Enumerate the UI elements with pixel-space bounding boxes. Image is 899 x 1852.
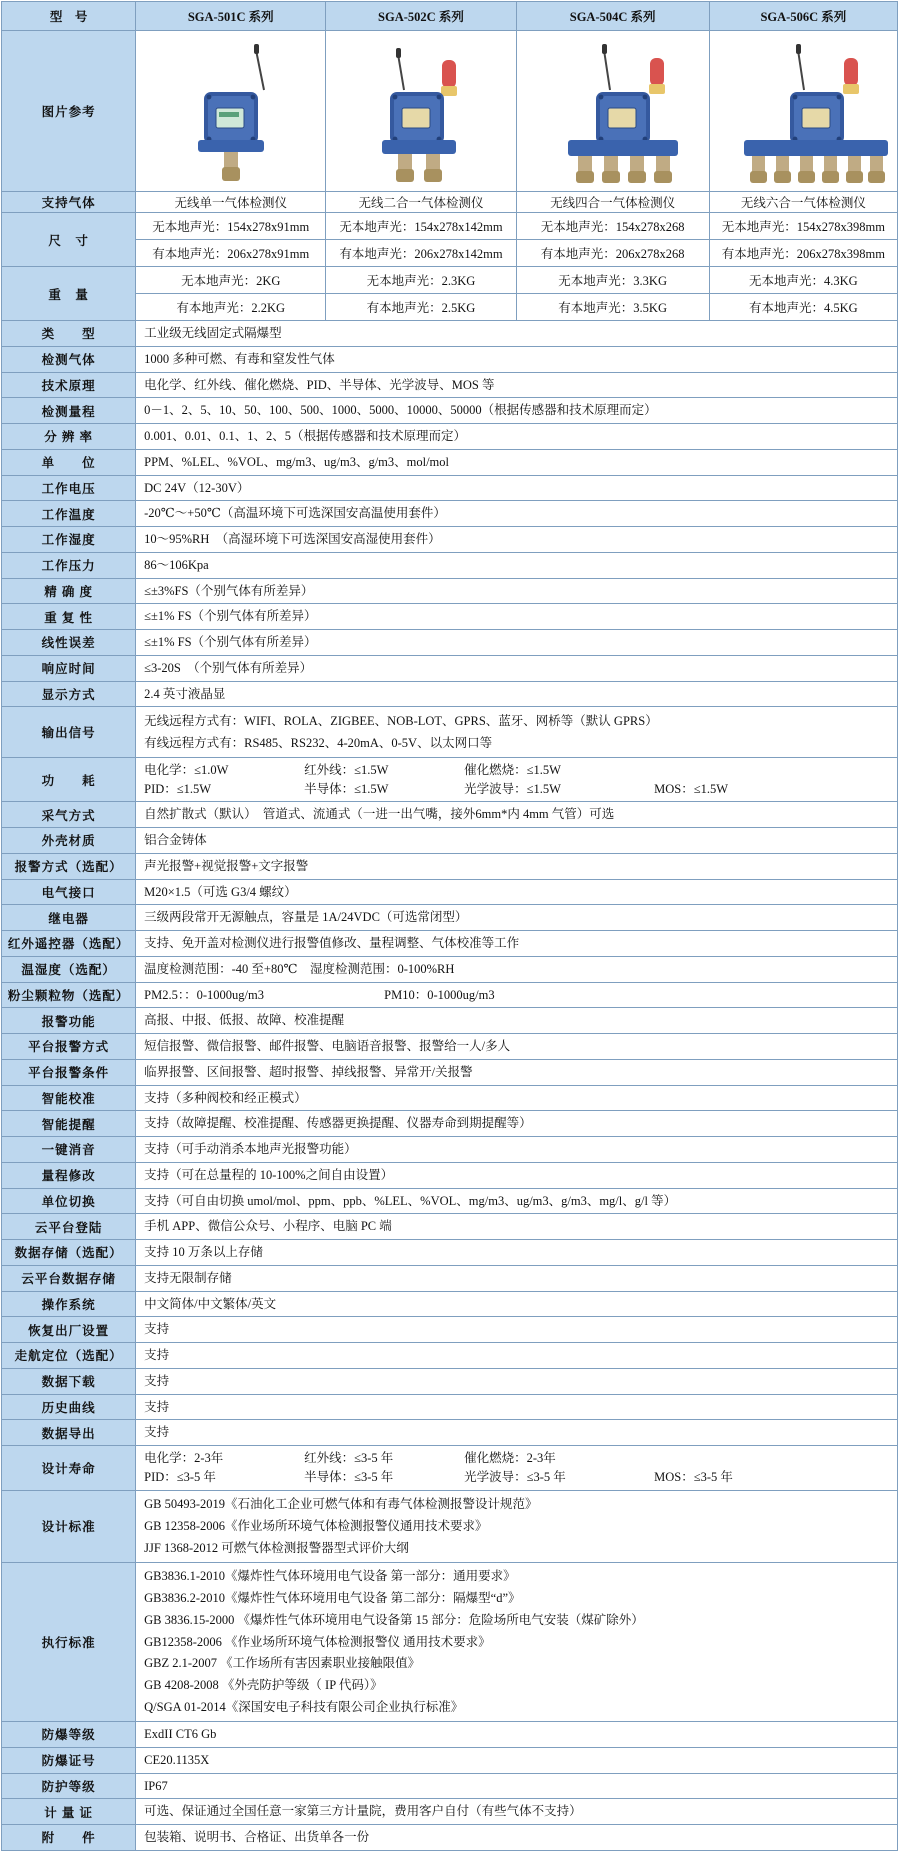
spec-label: 继电器 [2,905,136,931]
table-row [2,1188,898,1214]
table-row [2,1265,898,1291]
table-row [2,552,898,578]
spec-value: 支持 10 万条以上存储 [136,1240,898,1266]
table-row [2,1317,898,1343]
table-row [2,1034,898,1060]
size-cell: 有本地声光：206x278x91mm [136,240,325,267]
spec-label: 防爆证号 [2,1747,136,1773]
table-row [2,707,898,758]
spec-label: 一键消音 [2,1137,136,1163]
table-row [2,1368,898,1394]
spec-value: 电化学、红外线、催化燃烧、PID、半导体、光学波导、MOS 等 [136,372,898,398]
table-row [2,828,898,854]
output-signal-label: 输出信号 [2,707,136,758]
spec-label: 检测量程 [2,398,136,424]
spec-value: 铝合金铸体 [136,828,898,854]
spec-value: 支持（可在总量程的 10-100%之间自由设置） [136,1162,898,1188]
spec-label: 重 复 性 [2,604,136,630]
spec-value: 2.4 英寸液晶显 [136,681,898,707]
spec-value: 0－1、2、5、10、50、100、500、1000、5000、10000、50000（根据传感器和技术原理而定） [136,398,898,424]
spec-label: 温湿度（选配） [2,956,136,982]
table-row [2,630,898,656]
spec-label: 走航定位（选配） [2,1343,136,1369]
table-row [2,346,898,372]
dust-value [136,982,898,1008]
spec-value: 可选、保证通过全国任意一家第三方计量院，费用客户自付（有些气体不支持） [136,1799,898,1825]
spec-label: 防护等级 [2,1773,136,1799]
spec-label: 分 辨 率 [2,424,136,450]
spec-value: 包装箱、说明书、合格证、出货单各一份 [136,1825,898,1851]
spec-value: 工业级无线固定式隔爆型 [136,321,898,347]
table-row [2,1085,898,1111]
table-row [2,1773,898,1799]
spec-value: 高报、中报、低报、故障、校准提醒 [136,1008,898,1034]
power-cell [654,761,804,780]
spec-label: 线性误差 [2,630,136,656]
product-image-506c [709,31,897,192]
power-row-1 [144,761,891,780]
lifespan-cell: 红外线：≤3-5 年 [304,1451,394,1465]
gas-support-1: 无线单一气体检测仪 [136,192,326,213]
spec-value: 10～95%RH （高湿环境下可选深国安高湿使用套件） [136,527,898,553]
device-illustration-2 [346,32,496,187]
table-row [2,321,898,347]
table-row [2,1008,898,1034]
spec-label: 报警方式（选配） [2,853,136,879]
design-standard-line: GB 12358-2006《作业场所环境气体检测报警仪通用技术要求》 [144,1518,488,1533]
design-standard-line: JJF 1368-2012 可燃气体检测报警器型式评价大纲 [144,1540,409,1555]
weight-cell: 有本地声光：3.5KG [517,294,709,321]
spec-label: 电气接口 [2,879,136,905]
spec-label: 恢复出厂设置 [2,1317,136,1343]
spec-label: 红外遥控器（选配） [2,931,136,957]
model-col-2: SGA-502C 系列 [326,2,516,31]
design-standard-value [136,1490,898,1562]
table-row [2,578,898,604]
device-illustration-3 [538,32,688,187]
spec-label: 数据下载 [2,1368,136,1394]
table-row [2,267,898,321]
spec-label: 附 件 [2,1825,136,1851]
table-row [2,424,898,450]
table-row [2,527,898,553]
output-signal-line: 无线远程方式有：WIFI、ROLA、ZIGBEE、NOB-LOT、GPRS、蓝牙、网桥等（默认 GPRS） [144,713,658,728]
size-cell: 无本地声光：154x278x268 [517,213,709,240]
power-row-2 [144,780,891,799]
exec-standard-line: GB12358-2006 《作业场所环境气体检测报警仪 通用技术要求》 [144,1634,491,1649]
dust-row [144,986,891,1005]
exec-standard-line: GB3836.1-2010《爆炸性气体环境用电气设备 第一部分：通用要求》 [144,1569,516,1584]
spec-label: 采气方式 [2,802,136,828]
weight-col-3 [516,267,709,321]
spec-value: 支持 [136,1317,898,1343]
size-cell: 无本地声光：154x278x91mm [136,213,325,240]
exec-standard-line: Q/SGA 01-2014《深国安电子科技有限公司企业执行标准》 [144,1699,464,1714]
spec-value: 0.001、0.01、0.1、1、2、5（根据传感器和技术原理而定） [136,424,898,450]
weight-col-4 [709,267,897,321]
spec-label: 量程修改 [2,1162,136,1188]
power-label: 功 耗 [2,757,136,802]
weight-cell: 无本地声光：2.3KG [326,267,515,294]
table-row [2,1490,898,1562]
power-cell: 半导体：≤1.5W [304,781,389,796]
gas-support-3: 无线四合一气体检测仪 [516,192,709,213]
spec-value: 三级两段常开无源触点，容量是 1A/24VDC（可选常闭型） [136,905,898,931]
table-row [2,1562,898,1721]
lifespan-label: 设计寿命 [2,1446,136,1491]
table-row [2,905,898,931]
weight-cell: 有本地声光：2.5KG [326,294,515,321]
power-cell: PID：≤1.5W [144,781,212,796]
table-row [2,213,898,267]
table-row [2,1214,898,1240]
spec-value: 支持无限制存储 [136,1265,898,1291]
spec-label: 单位切换 [2,1188,136,1214]
table-row [2,192,898,213]
spec-value: 支持（可手动消杀本地声光报警功能） [136,1137,898,1163]
spec-sheet [0,1,899,1851]
spec-value: PPM、%LEL、%VOL、mg/m3、ug/m3、g/m3、mol/mol [136,449,898,475]
size-cell: 无本地声光：154x278x398mm [710,213,897,240]
spec-value: 支持 [136,1343,898,1369]
size-col-1 [136,213,326,267]
model-col-4: SGA-506C 系列 [709,2,897,31]
spec-value: IP67 [136,1773,898,1799]
exec-standard-line: GB3836.2-2010《爆炸性气体环境用电气设备 第二部分：隔爆型“d”》 [144,1591,521,1605]
lifespan-cell: 半导体：≤3-5 年 [304,1469,394,1484]
exec-standard-value [136,1562,898,1721]
table-row [2,1394,898,1420]
spec-value: 声光报警+视觉报警+文字报警 [136,853,898,879]
spec-label: 类 型 [2,321,136,347]
spec-label: 操作系统 [2,1291,136,1317]
spec-label: 历史曲线 [2,1394,136,1420]
size-cell: 无本地声光：154x278x142mm [326,213,515,240]
size-col-3 [516,213,709,267]
power-cell: 催化燃烧：≤1.5W [464,762,561,777]
spec-label: 工作电压 [2,475,136,501]
gas-support-4: 无线六合一气体检测仪 [709,192,897,213]
spec-label: 报警功能 [2,1008,136,1034]
spec-value: ≤±1% FS（个别气体有所差异） [136,604,898,630]
table-row [2,1059,898,1085]
spec-value: 支持 [136,1368,898,1394]
lifespan-cell: MOS：≤3-5 年 [654,1469,733,1484]
table-row [2,2,898,31]
gas-support-label: 支持气体 [2,192,136,213]
spec-label: 外壳材质 [2,828,136,854]
spec-label: 数据导出 [2,1420,136,1446]
spec-value: ≤±3%FS（个别气体有所差异） [136,578,898,604]
lifespan-cell: 电化学：2-3年 [144,1451,224,1465]
spec-value: CE20.1135X [136,1747,898,1773]
power-cell: 红外线：≤1.5W [304,762,389,777]
spec-label: 显示方式 [2,681,136,707]
product-image-504c [516,31,709,192]
table-row [2,1825,898,1851]
spec-value: 支持、免开盖对检测仪进行报警值修改、量程调整、气体校准等工作 [136,931,898,957]
table-row [2,1111,898,1137]
spec-label: 技术原理 [2,372,136,398]
table-row [2,1722,898,1748]
table-row [2,398,898,424]
spec-label: 工作湿度 [2,527,136,553]
spec-value: 支持 [136,1394,898,1420]
spec-value: ≤±1% FS（个别气体有所差异） [136,630,898,656]
table-row [2,31,898,192]
weight-cell: 有本地声光：2.2KG [136,294,325,321]
exec-standard-line: GB 3836.15-2000 《爆炸性气体环境用电气设备第 15 部分：危险场所电气安装（煤矿除外） [144,1612,644,1627]
output-signal-line: 有线远程方式有：RS485、RS232、4-20mA、0-5V、以太网口等 [144,735,493,750]
spec-label: 工作温度 [2,501,136,527]
spec-value: 温度检测范围：-40 至+80℃ 湿度检测范围：0-100%RH [136,956,898,982]
spec-value: 中文简体/中文繁体/英文 [136,1291,898,1317]
lifespan-row-1 [144,1449,891,1468]
table-row [2,1291,898,1317]
spec-label: 智能校准 [2,1085,136,1111]
spec-value: ≤3-20S （个别气体有所差异） [136,655,898,681]
table-row [2,372,898,398]
dust-cell: PM2.5：：0-1000ug/m3 [144,987,264,1002]
spec-value: 自然扩散式（默认） 管道式、流通式（一进一出气嘴，接外6mm*内 4mm 气管）可选 [136,802,898,828]
table-row [2,802,898,828]
weight-cell: 无本地声光：2KG [136,267,325,294]
table-row [2,931,898,957]
lifespan-cell: 光学波导：≤3-5 年 [464,1469,566,1484]
spec-value: 支持 [136,1420,898,1446]
table-row [2,1747,898,1773]
spec-label: 平台报警条件 [2,1059,136,1085]
table-row [2,1799,898,1825]
size-cell: 有本地声光：206x278x142mm [326,240,515,267]
table-row [2,757,898,802]
weight-cell: 无本地声光：4.3KG [710,267,897,294]
design-standard-label: 设计标准 [2,1490,136,1562]
model-col-3: SGA-504C 系列 [516,2,709,31]
image-row-label: 图片参考 [2,31,136,192]
spec-label: 智能提醒 [2,1111,136,1137]
spec-label: 工作压力 [2,552,136,578]
table-row [2,681,898,707]
power-cell: 电化学：≤1.0W [144,762,229,777]
weight-cell: 有本地声光：4.5KG [710,294,897,321]
weight-label: 重 量 [2,267,136,321]
table-row [2,1162,898,1188]
spec-value: 临界报警、区间报警、超时报警、掉线报警、异常开/关报警 [136,1059,898,1085]
spec-label: 单 位 [2,449,136,475]
spec-value: -20℃～+50℃（高温环境下可选深国安高温使用套件） [136,501,898,527]
spec-label: 云平台数据存储 [2,1265,136,1291]
power-cell: MOS：≤1.5W [654,781,729,796]
model-col-1: SGA-501C 系列 [136,2,326,31]
table-row [2,879,898,905]
table-row [2,956,898,982]
dust-label: 粉尘颗粒物（选配） [2,982,136,1008]
exec-standard-label: 执行标准 [2,1562,136,1721]
spec-value: 短信报警、微信报警、邮件报警、电脑语音报警、报警给一人/多人 [136,1034,898,1060]
size-cell: 有本地声光：206x278x398mm [710,240,897,267]
spec-value: 支持（故障提醒、校准提醒、传感器更换提醒、仪器寿命到期提醒等） [136,1111,898,1137]
spec-label: 云平台登陆 [2,1214,136,1240]
spec-label: 计 量 证 [2,1799,136,1825]
table-row [2,1240,898,1266]
weight-cell: 无本地声光：3.3KG [517,267,709,294]
weight-col-1 [136,267,326,321]
table-row [2,853,898,879]
table-row [2,1446,898,1491]
model-label: 型 号 [2,2,136,31]
spec-table [1,1,898,1851]
lifespan-row-2 [144,1468,891,1487]
table-row [2,604,898,630]
spec-value: M20×1.5（可选 G3/4 螺纹） [136,879,898,905]
exec-standard-line: GBZ 2.1-2007 《工作场所有害因素职业接触限值》 [144,1656,421,1671]
device-illustration-1 [156,32,306,187]
product-image-502c [326,31,516,192]
lifespan-cell [654,1449,804,1468]
exec-standard-line: GB 4208-2008 《外壳防护等级（ IP 代码）》 [144,1678,383,1692]
output-signal-value [136,707,898,758]
lifespan-value [136,1446,898,1491]
size-cell: 有本地声光：206x278x268 [517,240,709,267]
spec-value: 86～106Kpa [136,552,898,578]
design-standard-line: GB 50493-2019《石油化工企业可燃气体和有毒气体检测报警设计规范》 [144,1497,538,1511]
spec-label: 精 确 度 [2,578,136,604]
power-cell: 光学波导：≤1.5W [464,781,561,796]
spec-label: 数据存储（选配） [2,1240,136,1266]
table-row [2,475,898,501]
spec-value: 手机 APP、微信公众号、小程序、电脑 PC 端 [136,1214,898,1240]
spec-label: 防爆等级 [2,1722,136,1748]
table-row [2,1420,898,1446]
table-row [2,1137,898,1163]
weight-col-2 [326,267,516,321]
spec-label: 检测气体 [2,346,136,372]
size-label: 尺 寸 [2,213,136,267]
spec-value: DC 24V（12-30V） [136,475,898,501]
spec-value: 支持（可自由切换 umol/mol、ppm、ppb、%LEL、%VOL、mg/m3、ug/m3、g/m3、mg/l、g/l 等） [136,1188,898,1214]
lifespan-cell: 催化燃烧：2-3年 [464,1451,556,1465]
table-row [2,1343,898,1369]
size-col-2 [326,213,516,267]
size-col-4 [709,213,897,267]
table-row [2,655,898,681]
dust-cell: PM10：0-1000ug/m3 [384,987,495,1002]
gas-support-2: 无线二合一气体检测仪 [326,192,516,213]
spec-value: ExdII CT6 Gb [136,1722,898,1748]
spec-value: 1000 多种可燃、有毒和窒发性气体 [136,346,898,372]
table-row [2,982,898,1008]
lifespan-cell: PID：≤3-5 年 [144,1469,216,1484]
spec-label: 响应时间 [2,655,136,681]
spec-value: 支持（多种阀校和经正模式） [136,1085,898,1111]
spec-label: 平台报警方式 [2,1034,136,1060]
product-image-501c [136,31,326,192]
device-illustration-4 [728,32,878,187]
power-value [136,757,898,802]
table-row [2,501,898,527]
table-row [2,449,898,475]
